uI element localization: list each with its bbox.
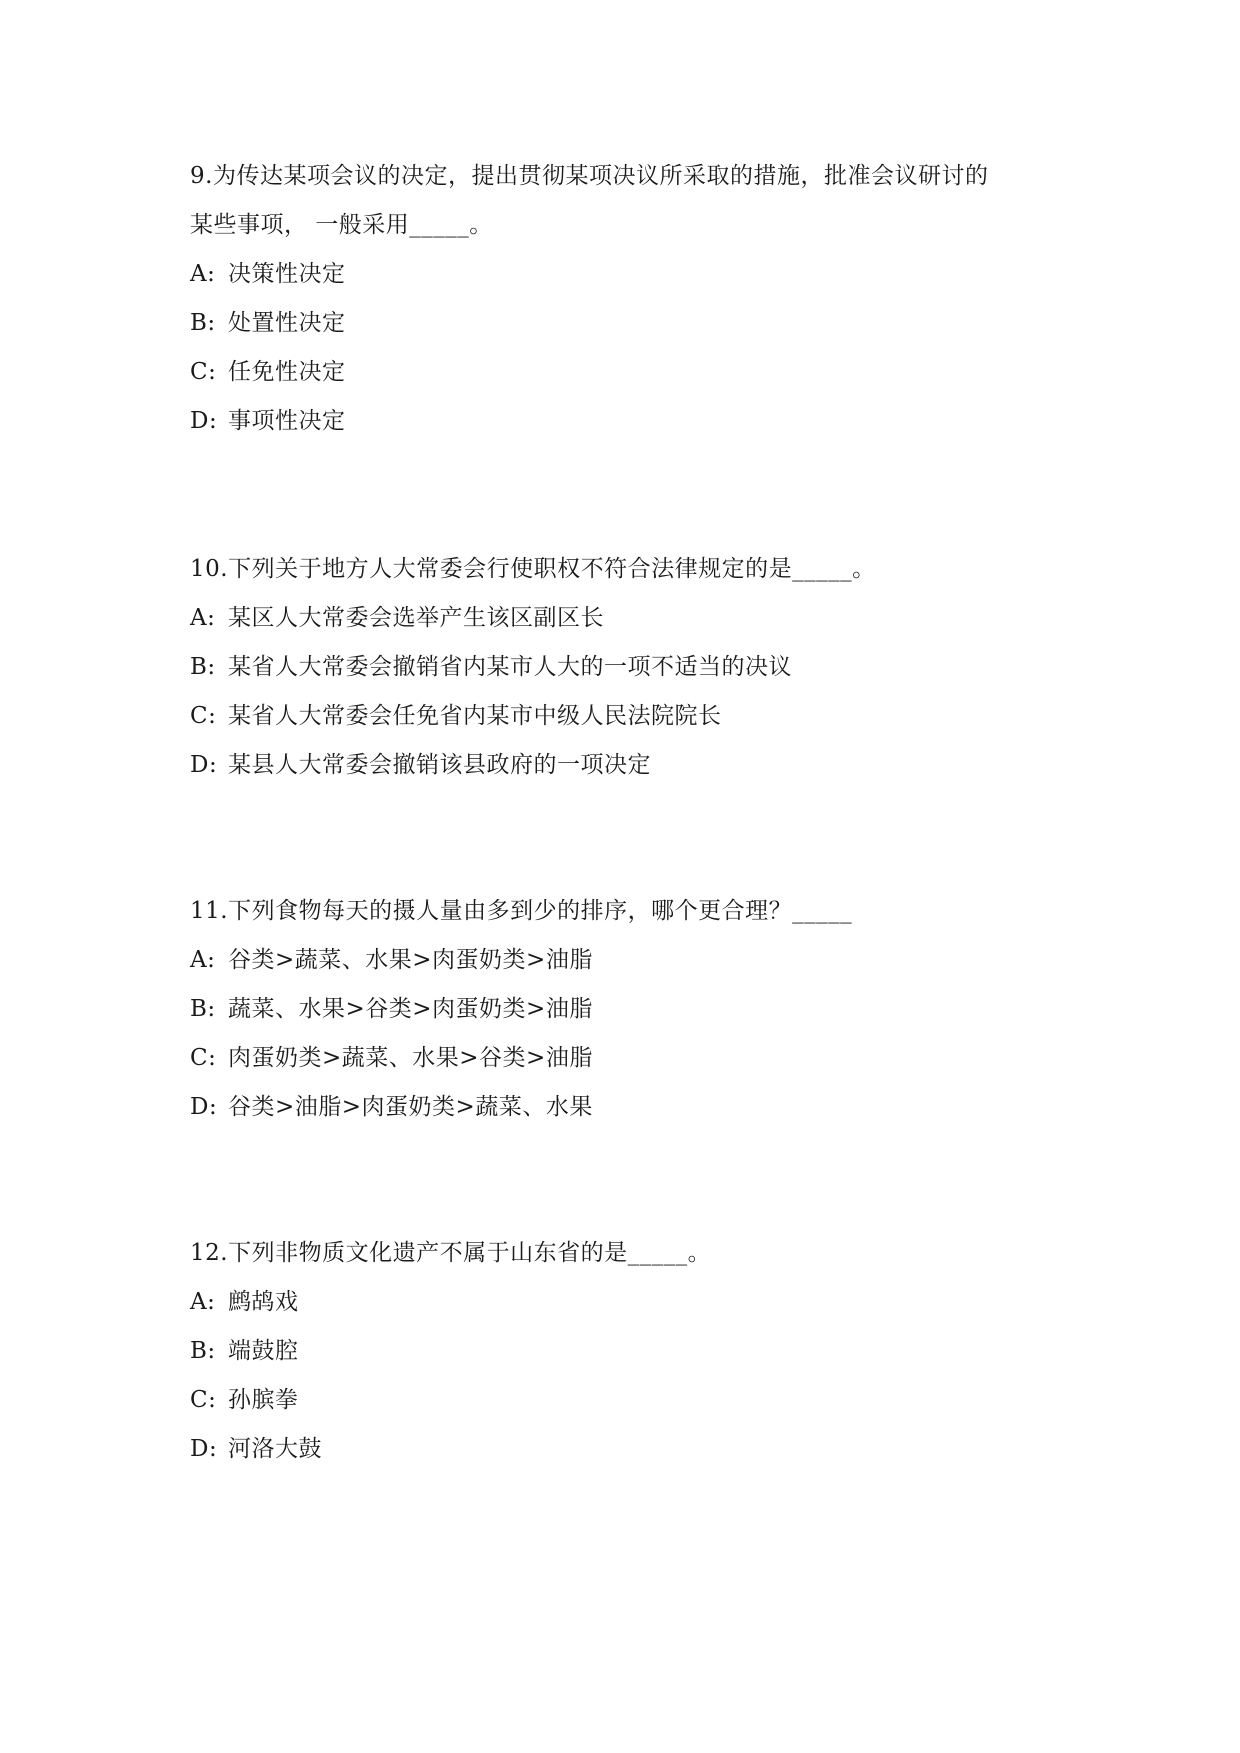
option-text: 谷类>油脂>肉蛋奶类>蔬菜、水果 <box>228 1094 593 1120</box>
option-d <box>190 741 1070 790</box>
option-key: D: <box>190 1436 218 1462</box>
option-text: 某县人大常委会撤销该县政府的一项决定 <box>228 752 651 778</box>
option-text: 任免性决定 <box>228 359 346 385</box>
option-a <box>190 250 1070 299</box>
option-key: C: <box>190 1387 217 1413</box>
option-c <box>190 348 1070 397</box>
question-stem-line: 10.下列关于地方人大常委会行使职权不符合法律规定的是_____。 <box>190 556 876 582</box>
option-d <box>190 397 1070 446</box>
option-text: 决策性决定 <box>228 261 346 287</box>
question-9 <box>190 152 1070 446</box>
option-text: 蔬菜、水果>谷类>肉蛋奶类>油脂 <box>228 996 593 1022</box>
option-a <box>190 936 1070 985</box>
question-stem-line: 9.为传达某项会议的决定，提出贯彻某项决议所采取的措施，批准会议研讨的 <box>190 163 989 189</box>
question-stem-line: 11.下列食物每天的摄人量由多到少的排序，哪个更合理？_____ <box>190 898 853 924</box>
option-key: C: <box>190 359 217 385</box>
option-text: 河洛大鼓 <box>228 1436 322 1462</box>
option-text: 谷类>蔬菜、水果>肉蛋奶类>油脂 <box>228 947 593 973</box>
option-text: 事项性决定 <box>228 408 346 434</box>
question-stem-line: 某些事项， 一般采用_____。 <box>190 212 493 238</box>
option-key: A: <box>190 605 216 631</box>
option-a <box>190 594 1070 643</box>
option-key: C: <box>190 1045 217 1071</box>
option-c <box>190 1034 1070 1083</box>
option-b <box>190 985 1070 1034</box>
option-text: 端鼓腔 <box>228 1338 299 1364</box>
option-key: A: <box>190 1289 216 1315</box>
option-key: B: <box>190 1338 216 1364</box>
question-11 <box>190 887 1070 1132</box>
option-key: A: <box>190 261 216 287</box>
option-b <box>190 643 1070 692</box>
option-b <box>190 1327 1070 1376</box>
question-10 <box>190 545 1070 790</box>
question-stem-line: 12.下列非物质文化遗产不属于山东省的是_____。 <box>190 1240 712 1266</box>
option-text: 鹧鸪戏 <box>228 1289 299 1315</box>
option-key: B: <box>190 654 216 680</box>
question-12 <box>190 1229 1070 1474</box>
option-a <box>190 1278 1070 1327</box>
option-d <box>190 1425 1070 1474</box>
option-text: 某区人大常委会选举产生该区副区长 <box>228 605 604 631</box>
option-text: 孙膑拳 <box>228 1387 299 1413</box>
option-key: D: <box>190 752 218 778</box>
option-key: C: <box>190 703 217 729</box>
option-key: A: <box>190 947 216 973</box>
option-text: 肉蛋奶类>蔬菜、水果>谷类>油脂 <box>228 1045 593 1071</box>
option-text: 某省人大常委会撤销省内某市人大的一项不适当的决议 <box>228 654 792 680</box>
option-text: 某省人大常委会任免省内某市中级人民法院院长 <box>228 703 722 729</box>
option-text: 处置性决定 <box>228 310 346 336</box>
option-key: D: <box>190 1094 218 1120</box>
option-c <box>190 1376 1070 1425</box>
option-key: D: <box>190 408 218 434</box>
option-key: B: <box>190 996 216 1022</box>
option-c <box>190 692 1070 741</box>
option-key: B: <box>190 310 216 336</box>
option-b <box>190 299 1070 348</box>
option-d <box>190 1083 1070 1132</box>
